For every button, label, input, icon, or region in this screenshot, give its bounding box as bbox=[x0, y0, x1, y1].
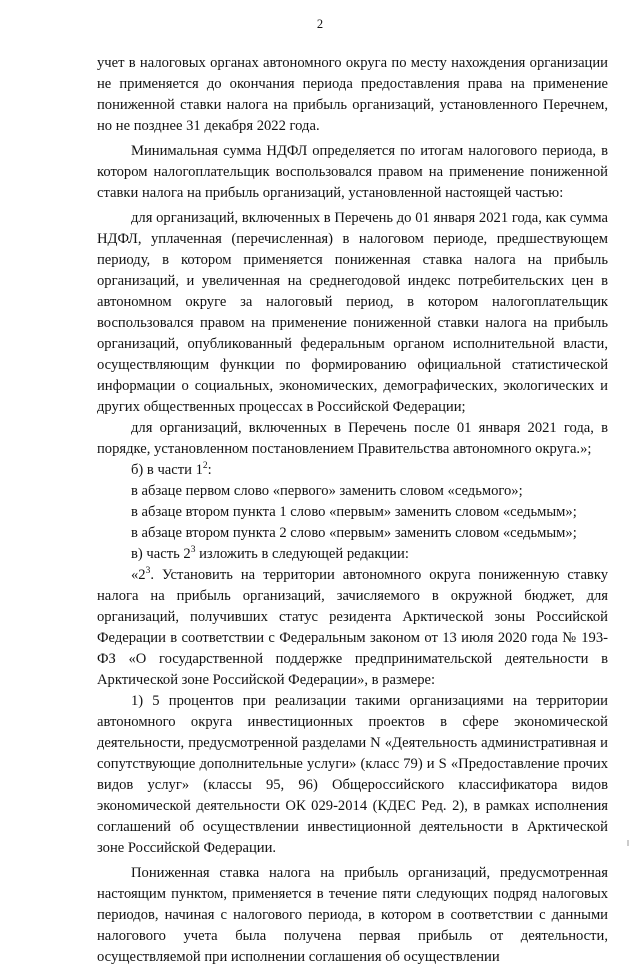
paragraph-reduced-rate: Пониженная ставка налога на прибыль организаций, предусмотренная настоящим пунктом, применяется в течение пяти следующих подряд налоговых периодов, начиная с налогового периода, в котором в соответствии с данными налогового учета была получена первая прибыль от деятельности, осуществляемой при исполнении соглашения об осуществлении bbox=[97, 865, 608, 965]
paragraph-part-2-3: «$2^3$. Установить на территории автономного округа пониженную ставку налога на прибыль организаций, зачисляемого в окружной бюджет, для организаций, получивших статус резидента Арктической зоны Российской Федерации в соответствии с Федеральным законом от 13 июля 2020 года № 193-ФЗ «О государственной поддержке предпринимательской деятельности в Арктической зоне Российской Федерации», в размере: bbox=[97, 566, 608, 688]
scan-mark bbox=[627, 840, 629, 846]
document-body bbox=[97, 53, 608, 968]
paragraph-continuation: учет в налоговых органах автономного округа по месту нахождения организации не применяется до окончания периода предоставления права на применение пониженной ставки налога на прибыль организаций, установленного Перечнем, но не позднее 31 декабря 2022 года. bbox=[97, 55, 608, 134]
page-number: 2 bbox=[316, 17, 324, 31]
paragraph-after-2021: для организаций, включенных в Перечень после 01 января 2021 года, в порядке, установленном постановлением Правительства автономного округа.»; bbox=[97, 420, 608, 457]
paragraph-before-2021: для организаций, включенных в Перечень до 01 января 2021 года, как сумма НДФЛ, уплаченная (перечисленная) в налоговом периоде, предшествующем периоду, в котором применяется пониженная ставка налога на прибыль организаций, и увеличенная на среднегодовой индекс потребительских цен в автономном округе за налоговый период, в котором налогоплательщик воспользовался правом на применение пониженной ставки налога на прибыль организаций, опубликованный федеральным органом исполнительной власти, осуществляющим функции по формированию официальной статистической информации о социальных, экономических, демографических, экологических и других общественных процессах в Российской Федерации; bbox=[97, 210, 608, 415]
amendment-line: в абзаце втором пункта 2 слово «первым» заменить словом «седьмым»; bbox=[131, 525, 577, 541]
item-b: б) в части $1^2$: bbox=[131, 461, 212, 478]
paragraph-minimum-ndfl: Минимальная сумма НДФЛ определяется по итогам налогового периода, в котором налогоплательщик воспользовался правом на применение пониженной ставки налога на прибыль организаций, установленной настоящей частью: bbox=[97, 143, 608, 201]
paragraph-point-1: 1) 5 процентов при реализации такими организациями на территории автономного округа инвестиционных проектов в сфере экономической деятельности, предусмотренной разделами N «Деятельность административная и сопутствующие дополнительные услуги» (класс 79) и S «Предоставление прочих видов услуг» (классы 95, 96) Общероссийского классификатора видов экономической деятельности ОК 029-2014 (КДЕС Ред. 2), в рамках исполнения соглашений об осуществлении инвестиционной деятельности в Арктической зоне Российской Федерации. bbox=[97, 693, 608, 856]
amendment-line: в абзаце первом слово «первого» заменить словом «седьмого»; bbox=[131, 483, 523, 499]
item-v: в) часть $2^3$ изложить в следующей редакции: bbox=[131, 545, 409, 562]
amendment-line: в абзаце втором пункта 1 слово «первым» заменить словом «седьмым»; bbox=[131, 504, 577, 520]
